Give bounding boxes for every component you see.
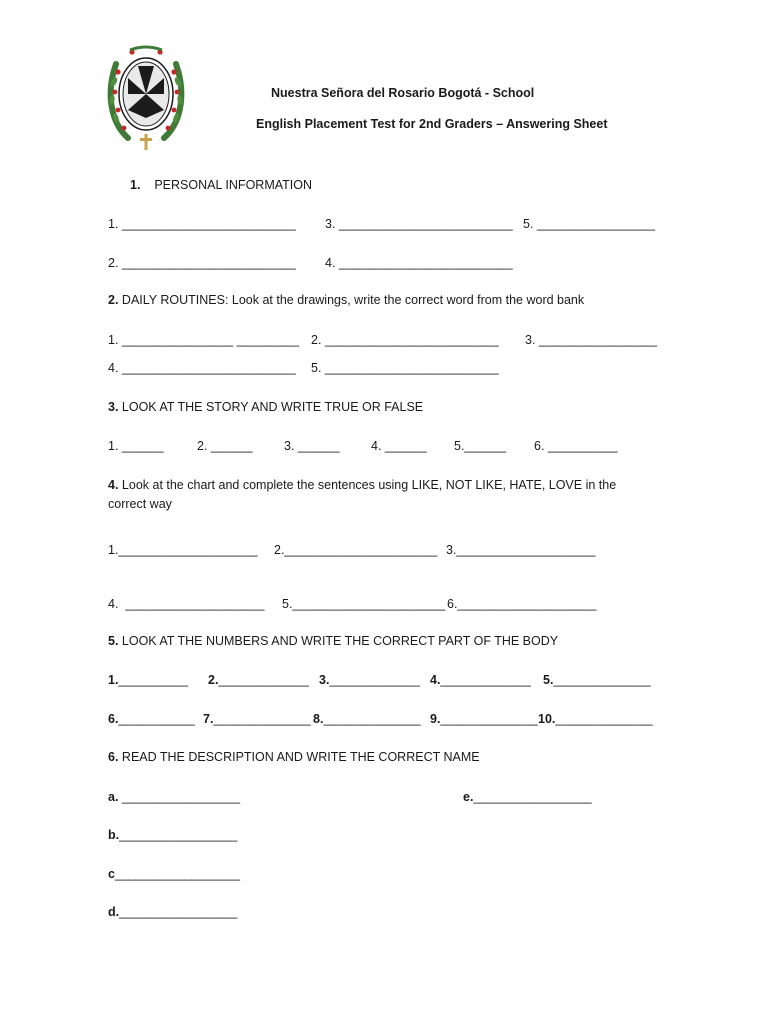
s6-line-d: _________________ — [119, 905, 238, 919]
section-5-number: 5. — [108, 634, 119, 648]
section-2-number: 2. — [108, 293, 119, 307]
s2-answer-1[interactable]: 1. ________________ _________ — [108, 333, 300, 347]
s5-line-1: __________ — [118, 673, 188, 687]
s5-number-1: 1. — [108, 673, 119, 687]
s6-answer-b[interactable] — [108, 827, 237, 843]
s5-answer-8[interactable] — [313, 711, 421, 727]
s6-key-c: c — [108, 867, 115, 881]
s5-answer-7[interactable] — [203, 711, 311, 727]
s6-key-d: d. — [108, 905, 120, 919]
s5-answer-4[interactable] — [430, 672, 531, 688]
s3-answer-2[interactable]: 2. ______ — [197, 439, 253, 453]
s4-answer-2[interactable]: 2.______________________ — [274, 543, 438, 557]
section-2-heading — [108, 292, 584, 308]
s4-answer-3[interactable]: 3.____________________ — [446, 543, 596, 557]
s3-answer-5[interactable]: 5.______ — [454, 439, 507, 453]
s5-number-4: 4. — [430, 673, 441, 687]
s5-answer-2[interactable] — [208, 672, 309, 688]
s5-number-5: 5. — [543, 673, 554, 687]
s6-key-a: a. — [108, 790, 119, 804]
section-6-number: 6. — [108, 750, 119, 764]
s1-answer-3[interactable]: 3. _________________________ — [325, 217, 513, 231]
s6-key-b: b. — [108, 828, 120, 842]
section-4-number: 4. — [108, 478, 119, 492]
s6-line-e: _________________ — [473, 790, 592, 804]
s1-answer-1[interactable]: 1. _________________________ — [108, 217, 296, 231]
section-2-title: DAILY ROUTINES: Look at the drawings, write the correct word from the word bank — [118, 293, 585, 307]
s5-line-9: ______________ — [440, 712, 538, 726]
section-4-heading — [108, 477, 616, 493]
test-title: English Placement Test for 2nd Graders – Answering Sheet — [256, 117, 608, 131]
section-1-number: 1. — [130, 178, 141, 192]
section-4-title-line-1: Look at the chart and complete the sentences using LIKE, NOT LIKE, HATE, LOVE in the — [118, 478, 617, 492]
s5-line-7: ______________ — [213, 712, 311, 726]
s4-answer-5[interactable]: 5.______________________ — [282, 597, 446, 611]
s5-number-3: 3. — [319, 673, 330, 687]
s6-answer-e[interactable] — [463, 789, 592, 805]
s2-answer-5[interactable]: 5. _________________________ — [311, 361, 499, 375]
school-crest-logo — [106, 42, 186, 154]
section-5-title: LOOK AT THE NUMBERS AND WRITE THE CORRECT PART OF THE BODY — [118, 634, 559, 648]
s5-line-5: ______________ — [553, 673, 651, 687]
s5-line-4: _____________ — [440, 673, 531, 687]
s5-answer-3[interactable] — [319, 672, 420, 688]
section-6-title: READ THE DESCRIPTION AND WRITE THE CORRECT NAME — [118, 750, 480, 764]
s3-answer-4[interactable]: 4. ______ — [371, 439, 427, 453]
s1-answer-2[interactable]: 2. _________________________ — [108, 256, 296, 270]
s5-line-6: ___________ — [118, 712, 195, 726]
s5-number-9: 9. — [430, 712, 441, 726]
s5-answer-5[interactable] — [543, 672, 651, 688]
section-4-title-line-2: correct way — [108, 497, 172, 511]
section-5-heading — [108, 633, 558, 649]
s3-answer-6[interactable]: 6. __________ — [534, 439, 618, 453]
s5-answer-10[interactable] — [538, 711, 653, 727]
s5-line-3: _____________ — [329, 673, 420, 687]
s2-answer-4[interactable]: 4. _________________________ — [108, 361, 296, 375]
s5-number-6: 6. — [108, 712, 119, 726]
s5-answer-9[interactable] — [430, 711, 538, 727]
section-3-title: LOOK AT THE STORY AND WRITE TRUE OR FALSE — [118, 400, 424, 414]
s5-number-10: 10. — [538, 712, 556, 726]
s1-answer-4[interactable]: 4. _________________________ — [325, 256, 513, 270]
s5-line-8: ______________ — [323, 712, 421, 726]
section-6-heading — [108, 749, 480, 765]
s6-line-a: _________________ — [118, 790, 241, 804]
s3-answer-1[interactable]: 1. ______ — [108, 439, 164, 453]
s5-answer-1[interactable] — [108, 672, 188, 688]
s4-answer-1[interactable]: 1.____________________ — [108, 543, 258, 557]
s5-line-2: _____________ — [218, 673, 309, 687]
s6-key-e: e. — [463, 790, 474, 804]
section-1-heading — [130, 177, 312, 193]
s5-number-8: 8. — [313, 712, 324, 726]
s2-answer-2[interactable]: 2. _________________________ — [311, 333, 499, 347]
s1-answer-5[interactable]: 5. _________________ — [523, 217, 656, 231]
s5-number-7: 7. — [203, 712, 214, 726]
s6-answer-c[interactable] — [108, 866, 240, 882]
section-3-number: 3. — [108, 400, 119, 414]
s6-answer-a[interactable] — [108, 789, 240, 805]
section-3-heading — [108, 399, 423, 415]
s6-line-b: _________________ — [119, 828, 238, 842]
section-1-title: PERSONAL INFORMATION — [154, 178, 312, 192]
s3-answer-3[interactable]: 3. ______ — [284, 439, 340, 453]
s5-answer-6[interactable] — [108, 711, 195, 727]
s4-answer-4[interactable]: 4. ____________________ — [108, 597, 265, 611]
s6-answer-d[interactable] — [108, 904, 237, 920]
s5-line-10: ______________ — [555, 712, 653, 726]
s2-answer-3[interactable]: 3. _________________ — [525, 333, 658, 347]
school-name: Nuestra Señora del Rosario Bogotá - School — [271, 86, 535, 100]
s4-answer-6[interactable]: 6.____________________ — [447, 597, 597, 611]
s5-number-2: 2. — [208, 673, 219, 687]
s6-line-c: __________________ — [114, 867, 241, 881]
